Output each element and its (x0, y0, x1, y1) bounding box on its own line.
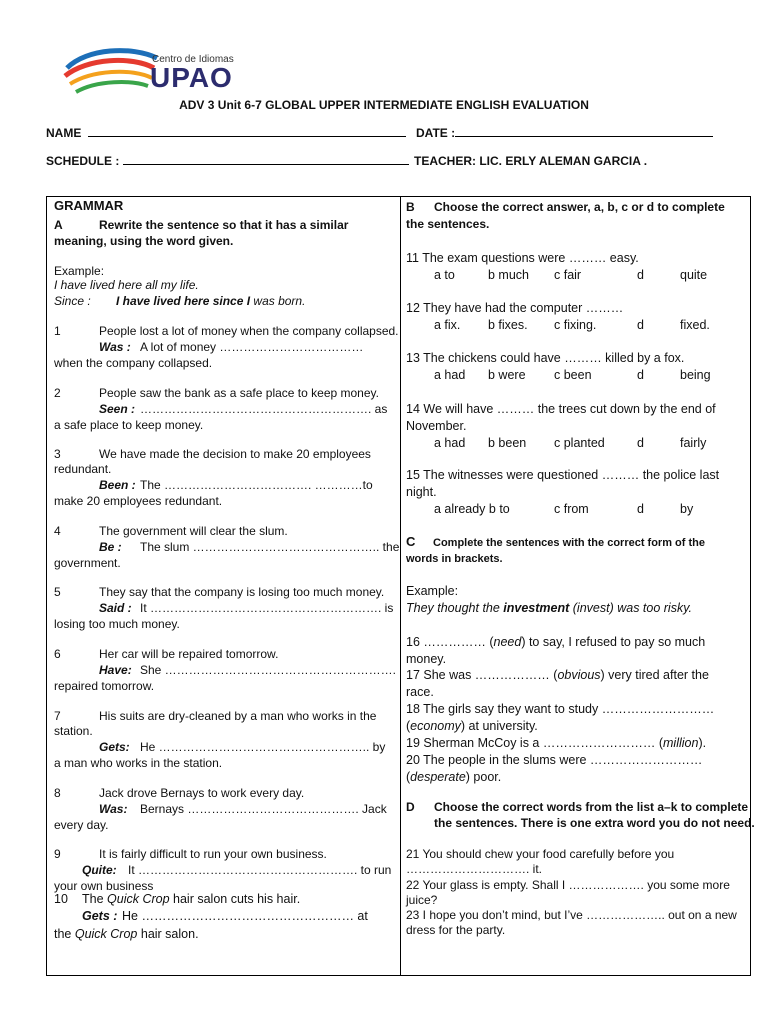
section-c-example-pre: They thought the (406, 601, 504, 615)
item-word-given: Was: (99, 802, 128, 816)
item-continuation: every day. (54, 818, 109, 832)
item-continuation: make 20 employees redundant. (54, 494, 223, 508)
section-a-instruction: Rewrite the sentence so that it has a similar (99, 218, 349, 232)
item-word-given: Quite: (82, 863, 117, 877)
answer-option[interactable]: a to (434, 268, 455, 282)
item-question: Her car will be repaired tomorrow. (99, 647, 279, 661)
example-label: Example: (54, 264, 105, 278)
bracket-word: need (493, 635, 522, 649)
section-d-instruction-cont: the sentences. There is one extra word you do not need. (434, 816, 755, 830)
answer-option[interactable]: a had (434, 368, 466, 382)
section-c-example (406, 600, 692, 617)
section-d-letter: D (406, 800, 415, 814)
item-21-question: 21 You should chew your food carefully before you (406, 847, 675, 861)
schedule-label: SCHEDULE : (46, 154, 120, 168)
item-continuation: repaired tomorrow. (54, 679, 155, 693)
answer-option[interactable]: c from (554, 502, 589, 516)
item-continuation: government. (54, 556, 121, 570)
section-c-letter: C (406, 534, 416, 549)
item-question: 13 The chickens could have ……… killed by a fox. (406, 351, 685, 365)
answer-option[interactable]: being (680, 368, 711, 382)
item-question-cont: redundant. (54, 462, 112, 476)
answer-option[interactable]: a fix. (434, 318, 461, 332)
item-question: His suits are dry-cleaned by a man who works in the (99, 709, 377, 723)
section-a-letter: A (54, 218, 63, 232)
item-continuation: a man who works in the station. (54, 756, 223, 770)
item-question-cont: station. (54, 724, 93, 738)
bracket-word: desperate (410, 770, 466, 784)
item-answer-blank[interactable]: She …………………………………………………. (140, 663, 397, 677)
item-question: The government will clear the slum. (99, 524, 288, 538)
item-question: People saw the bank as a safe place to keep money. (99, 386, 379, 400)
example-word: Since : (54, 294, 91, 308)
section-c-example-post: (invest) was too risky. (569, 601, 693, 615)
item-answer-blank[interactable]: He …………………………………………….. by (140, 740, 386, 754)
item-continuation: a safe place to keep money. (54, 418, 204, 432)
section-a-instruction-cont: meaning, using the word given. (54, 234, 234, 248)
item-10-cont-post: hair salon. (137, 927, 199, 941)
schedule-row (46, 154, 409, 168)
item-22-cont: juice? (406, 893, 438, 907)
item-number: 5 (54, 585, 61, 599)
answer-option[interactable]: c fair (554, 268, 582, 282)
item-10-post: hair salon cuts his hair. (169, 892, 301, 906)
date-row (416, 126, 713, 140)
item-continuation (406, 718, 538, 735)
answer-option[interactable]: d (637, 502, 644, 516)
item-text: ( (406, 719, 411, 733)
item-answer-blank[interactable]: The slum ……………………………………….. the (140, 540, 400, 554)
item-10-pre: The (82, 892, 108, 906)
item-number: 7 (54, 709, 61, 723)
item-question-cont: November. (406, 419, 467, 433)
answer-option[interactable]: by (680, 502, 694, 516)
item-word-given: Be : (99, 540, 122, 554)
item-continuation: losing too much money. (54, 617, 180, 631)
item-continuation (406, 769, 501, 786)
section-c-example-label: Example: (406, 584, 459, 598)
section-c-instruction: Complete the sentences with the correct form of the (433, 537, 705, 549)
example-answer-rest: was born. (250, 294, 306, 308)
answer-option[interactable]: fixed. (680, 318, 710, 332)
item-sentence (406, 701, 714, 718)
item-answer-blank[interactable]: It ………………………………………………. to run (128, 863, 392, 877)
item-10-question (82, 891, 300, 908)
answer-option[interactable]: b much (488, 268, 529, 282)
item-word-given: Gets: (99, 740, 130, 754)
item-text-end: ) poor. (465, 770, 502, 784)
example-answer-bold: I have lived here since I (116, 294, 251, 308)
item-text-end: ) at university. (460, 719, 538, 733)
schedule-field[interactable] (123, 154, 409, 165)
answer-option[interactable]: c fixing. (554, 318, 597, 332)
item-word-given: Been : (99, 478, 136, 492)
bracket-word: economy (410, 719, 461, 733)
item-answer-blank[interactable]: A lot of money ……………………………… (140, 340, 364, 354)
bracket-word: obvious (557, 668, 601, 682)
answer-option[interactable]: c been (554, 368, 592, 382)
column-divider (400, 196, 401, 976)
item-question: It is fairly difficult to run your own business. (99, 847, 327, 861)
answer-option[interactable]: b been (488, 436, 527, 450)
item-sentence (406, 667, 709, 684)
item-question: People lost a lot of money when the company collapsed. (99, 324, 399, 338)
item-question: We have made the decision to make 20 employees (99, 447, 371, 461)
answer-option[interactable]: b were (488, 368, 526, 382)
item-text-end: ) to say, I refused to pay so much (521, 635, 706, 649)
example-answer (116, 294, 305, 308)
answer-option[interactable]: a had (434, 436, 466, 450)
item-question: They say that the company is losing too much money. (99, 585, 385, 599)
date-field[interactable] (455, 126, 713, 137)
item-10-number: 10 (54, 892, 68, 906)
name-label: NAME (46, 126, 82, 140)
item-23-cont: dress for the party. (406, 923, 506, 937)
item-10-answer[interactable]: He …………………………………………… at (122, 909, 368, 923)
answer-option[interactable]: fairly (680, 436, 707, 450)
item-question: 11 The exam questions were ……… easy. (406, 251, 639, 265)
answer-option[interactable]: quite (680, 268, 708, 282)
section-d-instruction: Choose the correct words from the list a–k to complete (434, 800, 749, 814)
item-text: 18 The girls say they want to study ……………………… (406, 702, 715, 716)
section-c-instruction-cont: words in brackets. (406, 553, 503, 565)
item-number: 8 (54, 786, 61, 800)
item-word-given: Said : (99, 601, 132, 615)
item-answer-blank[interactable]: The ………………………………. …………to (140, 478, 373, 492)
section-b-letter: B (406, 200, 415, 214)
item-continuation: money. (406, 652, 447, 666)
item-number: 2 (54, 386, 61, 400)
section-c-example-bold: investment (503, 601, 570, 615)
bracket-word: million (663, 736, 699, 750)
item-sentence (406, 634, 705, 651)
item-10-word: Gets : (82, 909, 118, 923)
item-sentence (406, 752, 702, 769)
item-text: 19 Sherman McCoy is a ……………………… ( (406, 736, 663, 750)
item-question: 14 We will have ……… the trees cut down by the end of (406, 402, 716, 416)
item-number: 6 (54, 647, 61, 661)
item-number: 1 (54, 324, 61, 338)
answer-option[interactable]: d (637, 436, 644, 450)
logo-subtitle: Centro de Idiomas (152, 54, 234, 65)
item-10-cont (54, 926, 199, 943)
item-answer-blank[interactable]: …………………………………………………. as (140, 402, 388, 416)
item-10-cont-italic: Quick Crop (74, 927, 138, 941)
logo-wordmark: UPAO (150, 62, 233, 93)
item-number: 9 (54, 847, 61, 861)
item-10-italic: Quick Crop (107, 892, 170, 906)
item-text: ( (406, 770, 411, 784)
item-text-end: ) very tired after the (600, 668, 709, 682)
item-number: 4 (54, 524, 61, 538)
answer-option[interactable]: c planted (554, 436, 605, 450)
answer-option[interactable]: d (637, 368, 644, 382)
item-answer-blank[interactable]: Bernays ……………………………………. Jack (140, 802, 387, 816)
page-title: ADV 3 Unit 6-7 GLOBAL UPPER INTERMEDIATE ENGLISH EVALUATION (179, 98, 589, 112)
item-text: 20 The people in the slums were ……………………… (406, 753, 703, 767)
item-word-given: Was : (99, 340, 131, 354)
item-question: 15 The witnesses were questioned ……… the police last (406, 468, 720, 482)
teacher-name: TEACHER: LIC. ERLY ALEMAN GARCIA . (414, 154, 648, 168)
item-21-cont: …………………………. it. (406, 862, 543, 876)
item-word-given: Have: (99, 663, 132, 677)
name-row (46, 126, 406, 140)
item-text-end: ). (698, 736, 707, 750)
section-b-instruction-cont: the sentences. (406, 217, 490, 231)
item-continuation: your own business (54, 879, 154, 893)
item-sentence (406, 735, 706, 752)
answer-option[interactable]: d (637, 268, 644, 282)
answer-option[interactable]: a already b to (434, 502, 510, 516)
example-sentence: I have lived here all my life. (54, 278, 199, 292)
section-b-instruction: Choose the correct answer, a, b, c or d to complete (434, 200, 725, 214)
item-number: 3 (54, 447, 61, 461)
item-text: 16 …………… ( (406, 635, 494, 649)
name-field[interactable] (88, 126, 406, 137)
item-answer-blank[interactable]: It …………………………………………………. is (140, 601, 394, 615)
item-text: 17 She was ……………… ( (406, 668, 558, 682)
item-10-cont-pre: the (54, 927, 75, 941)
answer-option[interactable]: b fixes. (488, 318, 528, 332)
item-question: Jack drove Bernays to work every day. (99, 786, 305, 800)
answer-option[interactable]: d (637, 318, 644, 332)
item-continuation: race. (406, 685, 434, 699)
item-continuation: when the company collapsed. (54, 356, 213, 370)
item-question-cont: night. (406, 485, 437, 499)
date-label: DATE : (416, 126, 456, 140)
item-question: 12 They have had the computer ……… (406, 301, 624, 315)
grammar-heading: GRAMMAR (54, 198, 124, 213)
item-22-question: 22 Your glass is empty. Shall I ………………. you some more (406, 878, 730, 892)
item-word-given: Seen : (99, 402, 136, 416)
item-23-question: 23 I hope you don’t mind, but I’ve ……………….. out on a new (406, 908, 737, 922)
